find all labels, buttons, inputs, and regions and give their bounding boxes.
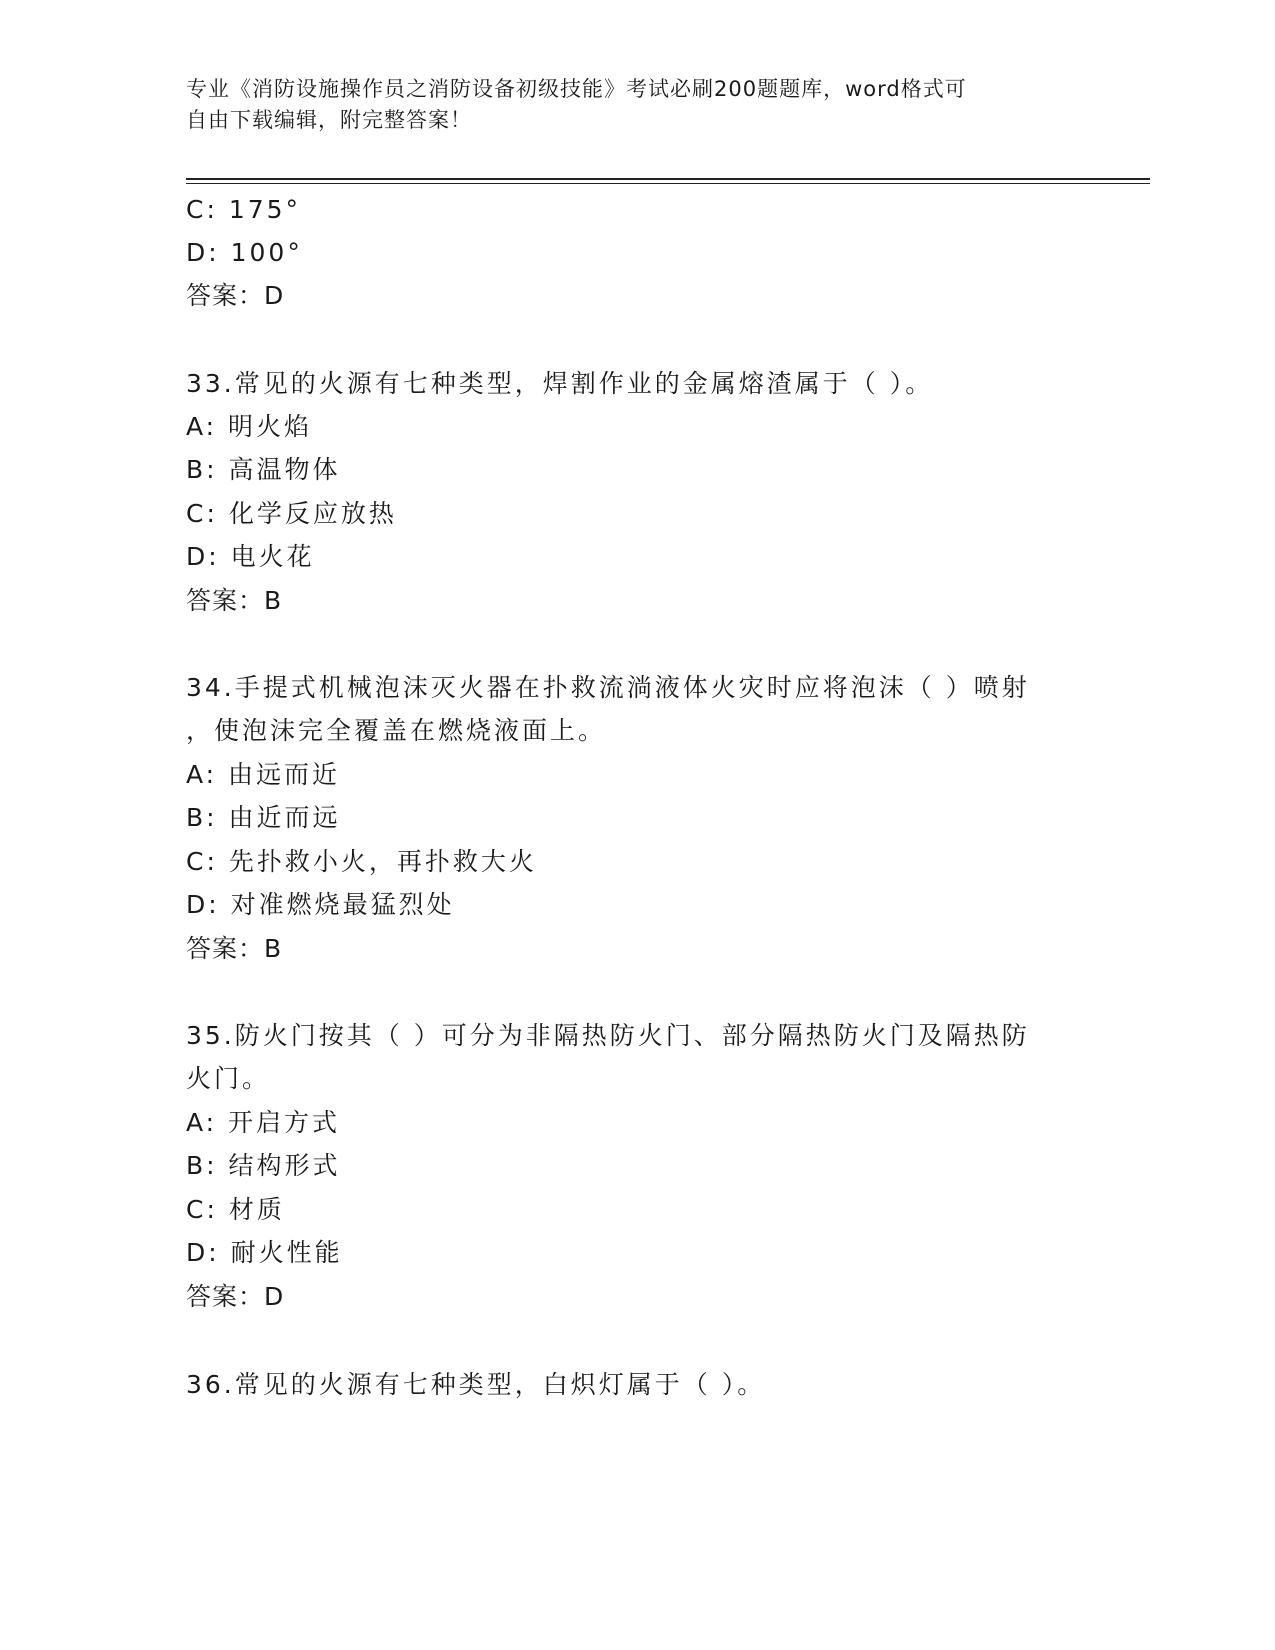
header-line-1: 专业《消防设施操作员之消防设备初级技能》考试必刷200题题库，word格式可 xyxy=(186,77,967,101)
q33-option-c: C: 化学反应放热 xyxy=(186,499,397,528)
document-header xyxy=(186,74,1086,136)
q35-option-d: D: 耐火性能 xyxy=(186,1238,343,1267)
header-divider-thick xyxy=(186,178,1150,180)
question-34-line-2: ，使泡沫完全覆盖在燃烧液面上。 xyxy=(186,716,607,745)
q35-answer: 答案：D xyxy=(186,1282,285,1311)
answer-prev: 答案：D xyxy=(186,281,285,310)
q34-option-d: D: 对准燃烧最猛烈处 xyxy=(186,890,455,919)
question-36: 36.常见的火源有七种类型，白炽灯属于（ ）。 xyxy=(186,1370,766,1399)
q33-option-a: A: 明火焰 xyxy=(186,412,313,441)
option-d-prev: D: 100° xyxy=(186,238,303,267)
q33-option-b: B: 高温物体 xyxy=(186,455,341,484)
question-35-line-1: 35.防火门按其（ ）可分为非隔热防火门、部分隔热防火门及隔热防 xyxy=(186,1021,1030,1050)
q34-option-c: C: 先扑救小火，再扑救大火 xyxy=(186,847,537,876)
header-line-2: 自由下载编辑，附完整答案！ xyxy=(186,108,472,132)
question-34-line-1: 34.手提式机械泡沫灭火器在扑救流淌液体火灾时应将泡沫（ ）喷射 xyxy=(186,673,1030,702)
q33-option-d: D: 电火花 xyxy=(186,542,315,571)
option-c-prev: C: 175° xyxy=(186,195,302,224)
question-33: 33.常见的火源有七种类型，焊割作业的金属熔渣属于（ ）。 xyxy=(186,369,934,398)
header-divider-thin xyxy=(186,183,1150,184)
q34-answer: 答案：B xyxy=(186,934,283,963)
q35-option-c: C: 材质 xyxy=(186,1195,285,1224)
question-35-line-2: 火门。 xyxy=(186,1064,271,1093)
q33-answer: 答案：B xyxy=(186,586,283,615)
q35-option-a: A: 开启方式 xyxy=(186,1108,341,1137)
q35-option-b: B: 结构形式 xyxy=(186,1151,341,1180)
q34-option-a: A: 由远而近 xyxy=(186,760,341,789)
q34-option-b: B: 由近而远 xyxy=(186,803,341,832)
